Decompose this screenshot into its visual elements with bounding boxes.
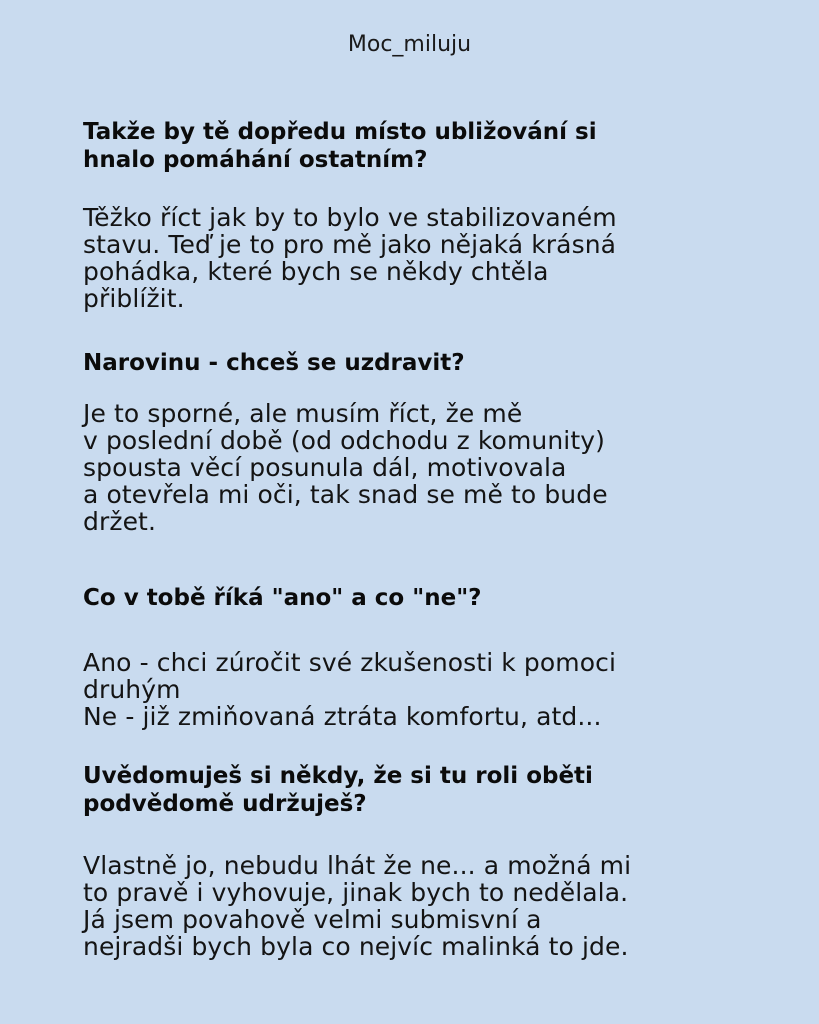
answer-line: stavu. Teď je to pro mě jako nějaká krásná — [83, 230, 617, 259]
question-line: hnalo pomáhání ostatním? — [83, 147, 428, 173]
answer-line: držet. — [83, 507, 156, 536]
answer-line: pohádka, které bych se někdy chtěla — [83, 257, 549, 286]
answer-1 — [83, 204, 783, 312]
answer-line: spousta věcí posunula dál, motivovala — [83, 453, 567, 482]
question-line: Narovinu - chceš se uzdravit? — [83, 350, 465, 376]
question-1 — [83, 118, 783, 174]
answer-line: to pravě i vyhovuje, jinak bych to nedělala. — [83, 878, 629, 907]
answer-4 — [83, 852, 783, 960]
answer-line: nejradši bych byla co nejvíc malinká to jde. — [83, 932, 629, 961]
answer-3 — [83, 649, 783, 730]
question-2 — [83, 349, 783, 377]
answer-line: Je to sporné, ale musím říct, že mě — [83, 399, 523, 428]
question-line: podvědomě udržuješ? — [83, 791, 367, 817]
answer-2 — [83, 400, 783, 535]
answer-line: přiblížit. — [83, 284, 185, 313]
answer-line: a otevřela mi oči, tak snad se mě to bude — [83, 480, 608, 509]
answer-line: Ano - chci zúročit své zkušenosti k pomoci — [83, 648, 617, 677]
answer-line: Vlastně jo, nebudu lhát že ne... a možná mi — [83, 851, 632, 880]
answer-line: v poslední době (od odchodu z komunity) — [83, 426, 605, 455]
question-3 — [83, 584, 783, 612]
answer-line: druhým — [83, 675, 181, 704]
answer-line: Těžko říct jak by to bylo ve stabilizovaném — [83, 203, 617, 232]
answer-line: Já jsem povahově velmi submisvní a — [83, 905, 542, 934]
question-line: Takže by tě dopředu místo ubližování si — [83, 119, 597, 145]
question-4 — [83, 762, 783, 818]
username-header: Moc_miluju — [347, 32, 472, 57]
question-line: Uvědomuješ si někdy, že si tu roli oběti — [83, 763, 593, 789]
question-line: Co v tobě říká "ano" a co "ne"? — [83, 585, 482, 611]
answer-line: Ne - již zmiňovaná ztráta komfortu, atd... — [83, 702, 602, 731]
